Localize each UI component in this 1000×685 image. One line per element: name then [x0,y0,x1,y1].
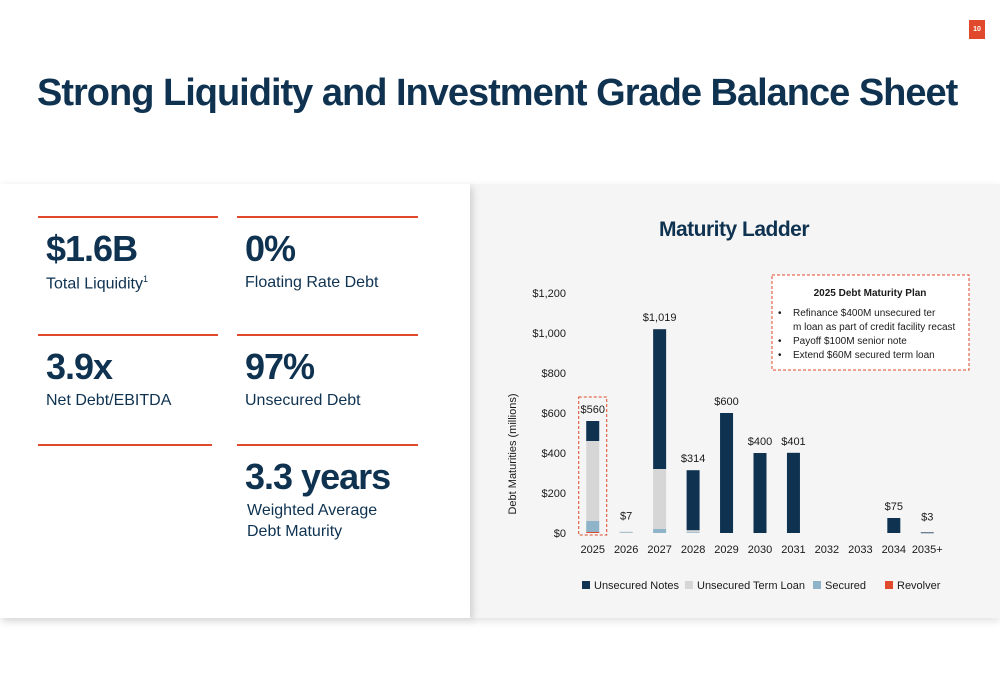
bar-segment [586,441,599,521]
bar-segment [653,529,666,533]
legend-label: Unsecured Notes [594,580,679,592]
x-tick-label: 2029 [714,544,739,556]
x-tick-label: 2031 [781,544,806,556]
divider [237,334,418,336]
chart-title: Maturity Ladder [658,218,810,241]
legend [582,580,941,592]
bar-segment [787,453,800,533]
x-tick-label: 2026 [613,544,639,556]
maturity-ladder-chart [470,184,1000,618]
metric-value: 0% [245,228,296,269]
divider [237,444,418,446]
y-tick-label: $600 [541,408,566,420]
legend-label: Revolver [897,580,941,592]
metrics-panel [0,184,470,618]
bar-segment [720,413,733,533]
metric-label: Net Debt/EBITDA [46,392,172,409]
bar-value-label: $400 [747,436,773,448]
bar-segment [586,532,599,533]
bullet-text: Extend $60M secured term loan [793,350,935,361]
legend-swatch [685,581,693,589]
bar-value-label: $314 [680,453,706,466]
bar-segment [586,521,599,532]
x-axis [580,544,942,556]
divider [38,334,218,336]
label-line: Weighted Average [247,502,378,519]
y-tick-label: $0 [553,528,566,540]
metric-label [247,500,377,542]
y-tick-label: $200 [541,488,566,500]
divider [38,444,212,446]
y-tick-label: $800 [541,368,566,380]
bar-value-label: $1,019 [642,312,677,325]
bar-value-label: $560 [580,404,605,416]
divider [237,216,418,218]
y-tick-label: $400 [541,448,566,460]
metric-label: Floating Rate Debt [245,274,379,291]
bar-value-label: $600 [714,396,739,408]
bar-segment [687,532,700,533]
bullet-marker: • [778,350,782,361]
bar-segment [687,470,700,530]
label-line: Debt Maturity [247,523,343,540]
bar-segment [754,453,767,533]
x-tick-label: 2028 [680,544,706,556]
y-tick-label: $1,000 [532,328,566,340]
metric-label: Unsecured Debt [245,392,361,409]
bar-value-label: $3 [921,511,934,524]
y-axis-title: Debt Maturities (millions) [507,393,519,515]
metric-label: Total Liquidity$^1$ [46,274,148,293]
bullet-text: m loan as part of credit facility recast [793,322,956,333]
x-tick-label: 2025 [580,544,605,556]
annotation-title: 2025 Debt Maturity Plan [813,288,927,299]
legend-swatch [885,581,893,589]
legend-label: Secured [825,580,866,592]
x-tick-label: 2032 [814,544,840,556]
y-tick-label: $1,200 [532,288,566,300]
x-tick-label: 2034 [881,544,907,556]
bar-segment [887,518,900,533]
bar-value-label: $7 [620,510,633,523]
metric-value: 3.9x [46,346,113,387]
annotation-box [772,275,969,370]
bar-segment [921,532,934,533]
bullet-marker: • [778,308,782,319]
y-axis [532,288,566,540]
page-number: 10 [969,20,985,39]
x-tick-label: 2027 [647,544,672,556]
x-tick-label: 2030 [747,544,773,556]
footnote-marker: 1 [142,274,148,284]
bar-value-label: $75 [884,501,903,513]
legend-label: Unsecured Term Loan [697,580,806,592]
legend-swatch [813,581,821,589]
divider [38,216,218,218]
metric-value: $1.6B [46,228,138,269]
metric-value: 3.3 years [245,456,391,497]
legend-swatch [582,581,590,589]
bar-segment [653,329,666,469]
bullet-text: Payoff $100M senior note [793,336,907,347]
bar-segment [586,421,599,441]
metric-value: 97% [245,346,315,387]
bar-segment [687,530,700,532]
x-tick-label: 2035+ [911,544,943,556]
bar-segment [653,469,666,529]
bar-value-label: $401 [781,435,806,448]
bullet-text: Refinance $400M unsecured ter [793,308,936,319]
bar-segment [620,532,633,533]
x-tick-label: 2033 [848,544,873,556]
slide-title: Strong Liquidity and Investment Grade Balance Sheet [37,72,958,114]
bullet-marker: • [778,336,782,347]
